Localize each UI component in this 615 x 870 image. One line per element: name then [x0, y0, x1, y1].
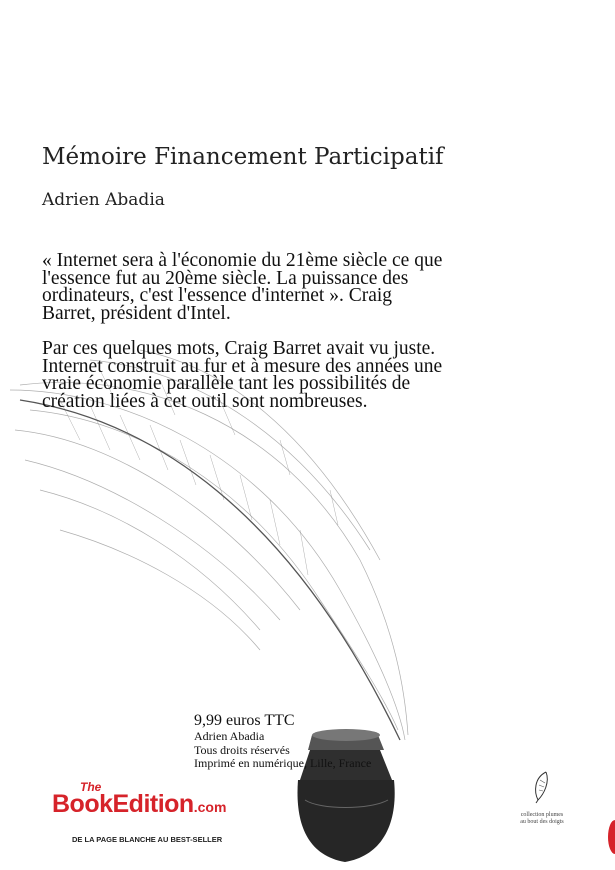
logo-wordmark [52, 790, 226, 819]
price-label: 9,99 euros TTC [194, 712, 295, 729]
logo-tagline: DE LA PAGE BLANCHE AU BEST-SELLER [72, 835, 223, 844]
book-title: Mémoire Financement Participatif [42, 144, 444, 170]
collection-emblem [520, 770, 564, 826]
corner-mark [608, 820, 615, 854]
rights-text: Tous droits réservés [194, 742, 290, 757]
summary-paragraph: Par ces quelques mots, Craig Barret avait vu juste. Internet construit au fur et à mesure des années une vraie économie parallèle tant les possibilités de création liées à cet outil sont nombreuses. [42, 338, 443, 412]
logo-name: BookEdition [52, 790, 194, 818]
summary-paragraph: « Internet sera à l'économie du 21ème siècle ce que l'essence fut au 20ème siècle. La puissance des ordinateurs, c'est l'essence d'internet ». Craig Barret, président d'Intel. [42, 250, 443, 324]
feather-icon [530, 770, 554, 804]
logo-the: The [80, 780, 102, 794]
imprint-block [194, 712, 371, 771]
book-author: Adrien Abadia [42, 190, 165, 210]
logo-domain: .com [193, 799, 227, 815]
printing-info: Imprimé en numérique, Lille, France [194, 756, 372, 770]
imprint-author: Adrien Abadia [194, 729, 265, 743]
collection-label: collection plumes au bout des doigts [520, 812, 564, 825]
